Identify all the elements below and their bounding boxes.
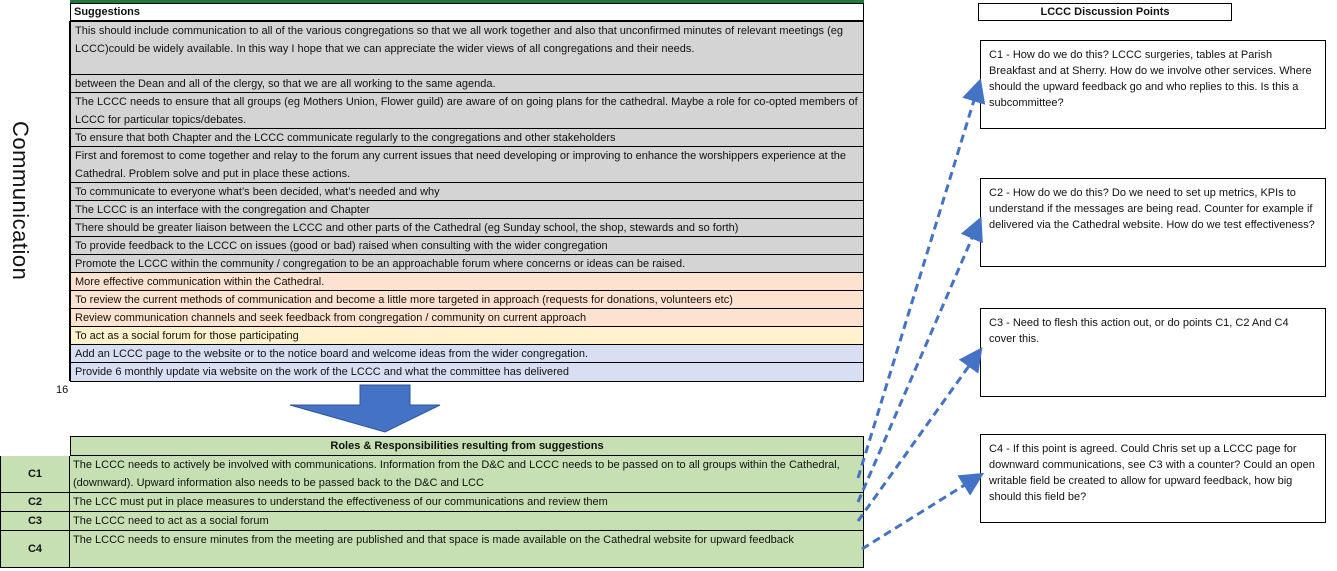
arrow-c3 — [858, 352, 979, 521]
roles-header: Roles & Responsibilities resulting from suggestions — [70, 436, 864, 456]
category-label — [0, 21, 40, 381]
arrow-c2 — [858, 222, 979, 502]
suggestion-row: To review the current methods of communication and become a little more targeted in approach (requests for donations, volunteers etc) — [70, 291, 864, 309]
role-code: C4 — [0, 531, 70, 568]
role-text: The LCCC needs to ensure minutes from the meeting are published and that space is made available on the Cathedral website for upward feedback — [70, 531, 864, 568]
arrow-c1 — [858, 84, 979, 478]
role-text: The LCCC need to act as a social forum — [70, 512, 864, 531]
discussion-point-c3: C3 - Need to flesh this action out, or do points C1, C2 And C4 cover this. — [980, 308, 1326, 397]
role-code: C2 — [0, 493, 70, 512]
suggestion-row: First and foremost to come together and relay to the forum any current issues that need developing or improving to enhance the worshippers experience at the Cathedral. Problem solve and put in place these actions. — [70, 147, 864, 183]
suggestion-row: Review communication channels and seek feedback from congregation / community on current approach — [70, 309, 864, 327]
role-text: The LCC must put in place measures to understand the effectiveness of our communications and review them — [70, 493, 864, 512]
role-text: The LCCC needs to actively be involved with communications. Information from the D&C and LCCC needs to be passed on to all groups within the Cathedral, (downward). Upward information also needs to be passed back to the D&C and LCC — [70, 456, 864, 493]
suggestion-row: To communicate to everyone what’s been decided, what’s needed and why — [70, 183, 864, 201]
suggestion-count: 16 — [56, 384, 69, 396]
suggestion-row: Promote the LCCC within the community / congregation to be an approachable forum where concerns or ideas can be raised. — [70, 255, 864, 273]
role-code: C3 — [0, 512, 70, 531]
suggestion-row: More effective communication within the Cathedral. — [70, 273, 864, 291]
roles-row-c4 — [0, 531, 864, 568]
suggestions-header: Suggestions — [70, 3, 864, 21]
down-arrow-icon — [280, 383, 450, 435]
roles-row-c2 — [0, 493, 864, 512]
discussion-header: LCCC Discussion Points — [978, 3, 1232, 21]
suggestion-row: This should include communication to all of the various congregations so that we all work together and also that unconfirmed minutes of relevant meetings (eg LCCC)could be widely available. In this way I hope that we can appreciate the wider views of all congregations and their needs. — [70, 21, 864, 75]
suggestion-row: To act as a social forum for those participating — [70, 327, 864, 345]
suggestion-row: To ensure that both Chapter and the LCCC communicate regularly to the congregations and other stakeholders — [70, 129, 864, 147]
suggestion-row: To provide feedback to the LCCC on issues (good or bad) raised when consulting with the wider congregation — [70, 237, 864, 255]
suggestion-row: between the Dean and all of the clergy, so that we are all working to the same agenda. — [70, 75, 864, 93]
roles-row-c3 — [0, 512, 864, 531]
discussion-point-c2: C2 - How do we do this? Do we need to set up metrics, KPIs to understand if the messages are being read. Counter for example if delivered via the Cathedral website. How do we test effectiveness? — [980, 178, 1326, 267]
suggestion-row: Provide 6 monthly update via website on the work of the LCCC and what the committee has delivered — [70, 363, 864, 382]
suggestions-table — [70, 21, 864, 382]
suggestion-row: The LCCC needs to ensure that all groups (eg Mothers Union, Flower guild) are aware of on going plans for the cathedral. Maybe a role for co-opted members of LCCC for particular topics/debates. — [70, 93, 864, 129]
discussion-point-c4: C4 - If this point is agreed. Could Chris set up a LCCC page for downward communications, see C3 with a counter? Could an open writable field be created to allow for upward feedback, how big should this field be? — [980, 434, 1326, 523]
suggestion-row: There should be greater liaison between the LCCC and other parts of the Cathedral (eg Sunday school, the shop, stewards and so forth) — [70, 219, 864, 237]
category-label-text: Communication — [8, 121, 33, 281]
suggestion-row: Add an LCCC page to the website or to the notice board and welcome ideas from the wider congregation. — [70, 345, 864, 363]
arrow-c4 — [862, 476, 979, 549]
role-code: C1 — [0, 456, 70, 493]
suggestion-row: The LCCC is an interface with the congregation and Chapter — [70, 201, 864, 219]
roles-row-c1 — [0, 456, 864, 493]
discussion-point-c1: C1 - How do we do this? LCCC surgeries, tables at Parish Breakfast and at Sherry. How do we involve other services. Where should the upward feedback go and who replies to this. Is this a subcommittee? — [980, 40, 1326, 129]
